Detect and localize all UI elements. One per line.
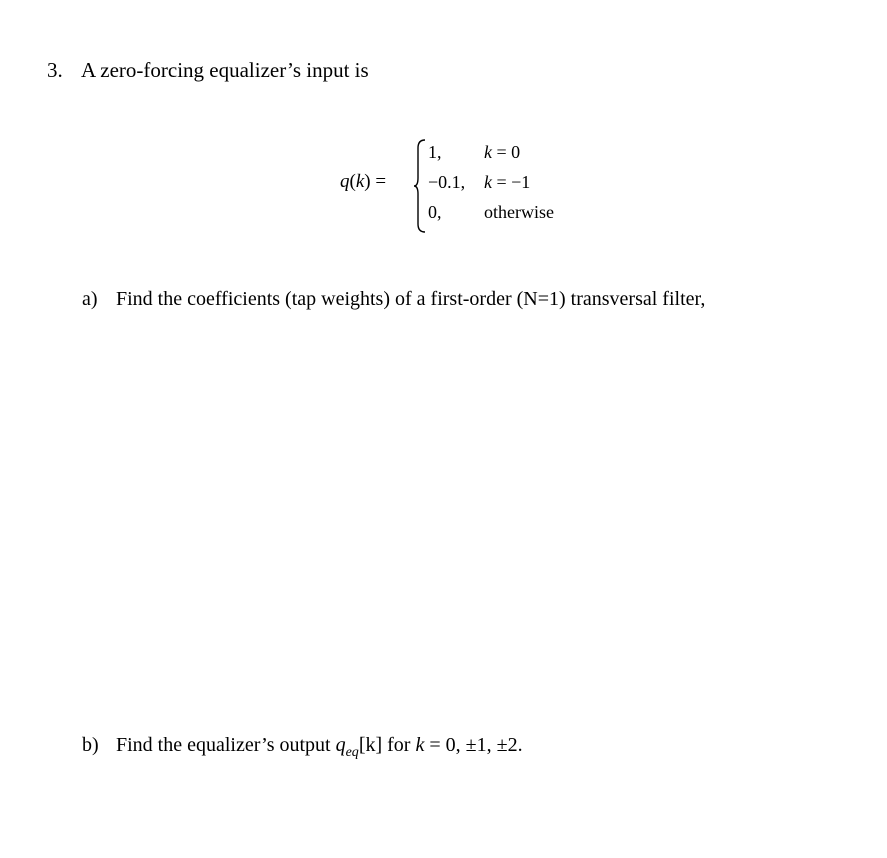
part-b-text-end: . (517, 734, 523, 756)
equation-lhs: q(k) = (340, 171, 387, 192)
lhs-function: q (340, 171, 350, 192)
case-condition-3: otherwise (484, 202, 554, 222)
question-header (47, 58, 369, 83)
case-value-1: 1, (428, 142, 442, 162)
case-condition-1: k = 0 (484, 142, 521, 162)
part-b-text-before: Find the equalizer’s output (116, 734, 336, 756)
part-b-text-middle: for (382, 734, 416, 756)
piecewise-equation (340, 138, 600, 234)
lhs-argument: k (355, 171, 365, 192)
left-brace (413, 138, 427, 234)
part-a (82, 288, 705, 311)
part-b-label: b) (82, 734, 99, 756)
case-condition-2: k = −1 (484, 172, 531, 192)
question-number: 3. (47, 58, 63, 82)
part-a-label: a) (82, 288, 98, 310)
k-values-expression: k = 0, ±1, ±2 (415, 734, 518, 756)
part-b (82, 734, 523, 761)
q-eq-expression: $q_{eq}[k]$ (335, 734, 383, 760)
case-value-3: 0, (428, 202, 442, 222)
case-value-2: −0.1, (428, 172, 466, 192)
question-text: A zero-forcing equalizer’s input is (81, 58, 369, 82)
part-a-text: Find the coefficients (tap weights) of a first-order (N=1) transversal filter, (116, 288, 706, 310)
